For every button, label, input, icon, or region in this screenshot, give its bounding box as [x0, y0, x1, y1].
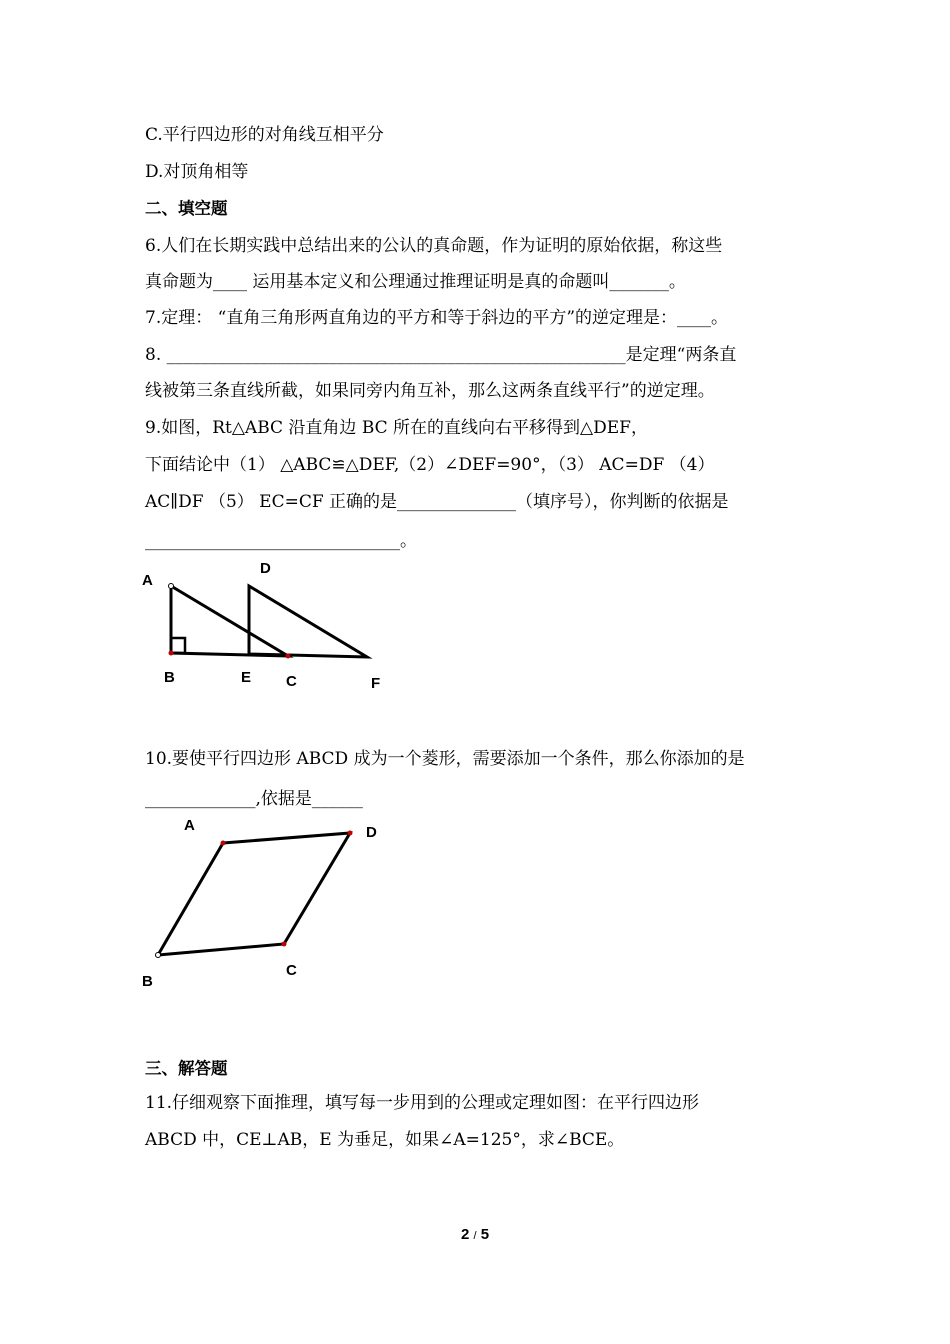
question-8-line-2: 线被第三条直线所截，如果同旁内角互补，那么这两条直线平行”的逆定理。 — [145, 381, 715, 401]
triangle-def — [249, 586, 367, 657]
triangles-figure — [138, 558, 398, 693]
right-angle-mark — [171, 638, 185, 653]
point-a-dot — [169, 584, 174, 589]
point-a-dot — [221, 841, 226, 846]
label-b: B — [142, 973, 153, 990]
label-c: C — [286, 673, 297, 690]
question-6-line-2: 真命题为____ 运用基本定义和公理通过推理证明是真的命题叫_______。 — [145, 272, 686, 292]
parallelogram-abcd — [158, 833, 350, 955]
question-6-line-1: 6.人们在长期实践中总结出来的公认的真命题，作为证明的原始依据，称这些 — [145, 236, 723, 256]
point-c-dot — [286, 654, 291, 659]
option-c: C.平行四边形的对角线互相平分 — [145, 125, 384, 145]
point-d-dot — [348, 831, 353, 836]
question-9-line-2: 下面结论中（1） △ABC≌△DEF,（2）∠DEF=90°，（3） AC=DF （4） — [145, 455, 715, 475]
section-3-heading: 三、解答题 — [145, 1059, 228, 1078]
option-d: D.对顶角相等 — [145, 162, 249, 182]
question-8-line-1: 8. ______________________________________________________是定理“两条直 — [145, 345, 737, 365]
label-e: E — [241, 669, 252, 686]
label-c: C — [286, 962, 297, 979]
triangle-abc — [171, 586, 288, 656]
label-d: D — [260, 560, 271, 577]
label-f: F — [371, 675, 381, 692]
point-c-dot — [282, 942, 287, 947]
label-a: A — [184, 817, 195, 834]
label-d: D — [366, 824, 377, 841]
question-9-line-1: 9.如图，Rt△ABC 沿直角边 BC 所在的直线向右平移得到△DEF， — [145, 418, 648, 438]
label-a: A — [142, 572, 153, 589]
question-10-line-2: _____________,依据是______ — [145, 789, 363, 809]
section-2-heading: 二、填空题 — [145, 199, 228, 218]
question-11-line-1: 11.仔细观察下面推理，填写每一步用到的公理或定理如图：在平行四边形 — [145, 1093, 700, 1113]
question-9-line-4: ______________________________。 — [145, 531, 417, 551]
point-b-dot — [156, 953, 161, 958]
current-page: 2 — [460, 1226, 470, 1243]
question-7: 7.定理： “直角三角形两直角边的平方和等于斜边的平方”的逆定理是：____。 — [145, 308, 729, 328]
page-separator: / — [473, 1230, 477, 1242]
question-10-line-1: 10.要使平行四边形 ABCD 成为一个菱形，需要添加一个条件，那么你添加的是 — [145, 749, 745, 769]
total-pages: 5 — [480, 1226, 490, 1243]
page-number — [0, 1226, 950, 1243]
point-b-dot — [169, 651, 174, 656]
label-b: B — [164, 669, 175, 686]
question-11-line-2: ABCD 中，CE⊥AB，E 为垂足，如果∠A=125°，求∠BCE。 — [145, 1130, 625, 1150]
question-9-line-3: AC∥DF （5） EC=CF 正确的是______________（填序号），你判断的依据是 — [145, 492, 729, 512]
parallelogram-figure — [138, 812, 398, 992]
